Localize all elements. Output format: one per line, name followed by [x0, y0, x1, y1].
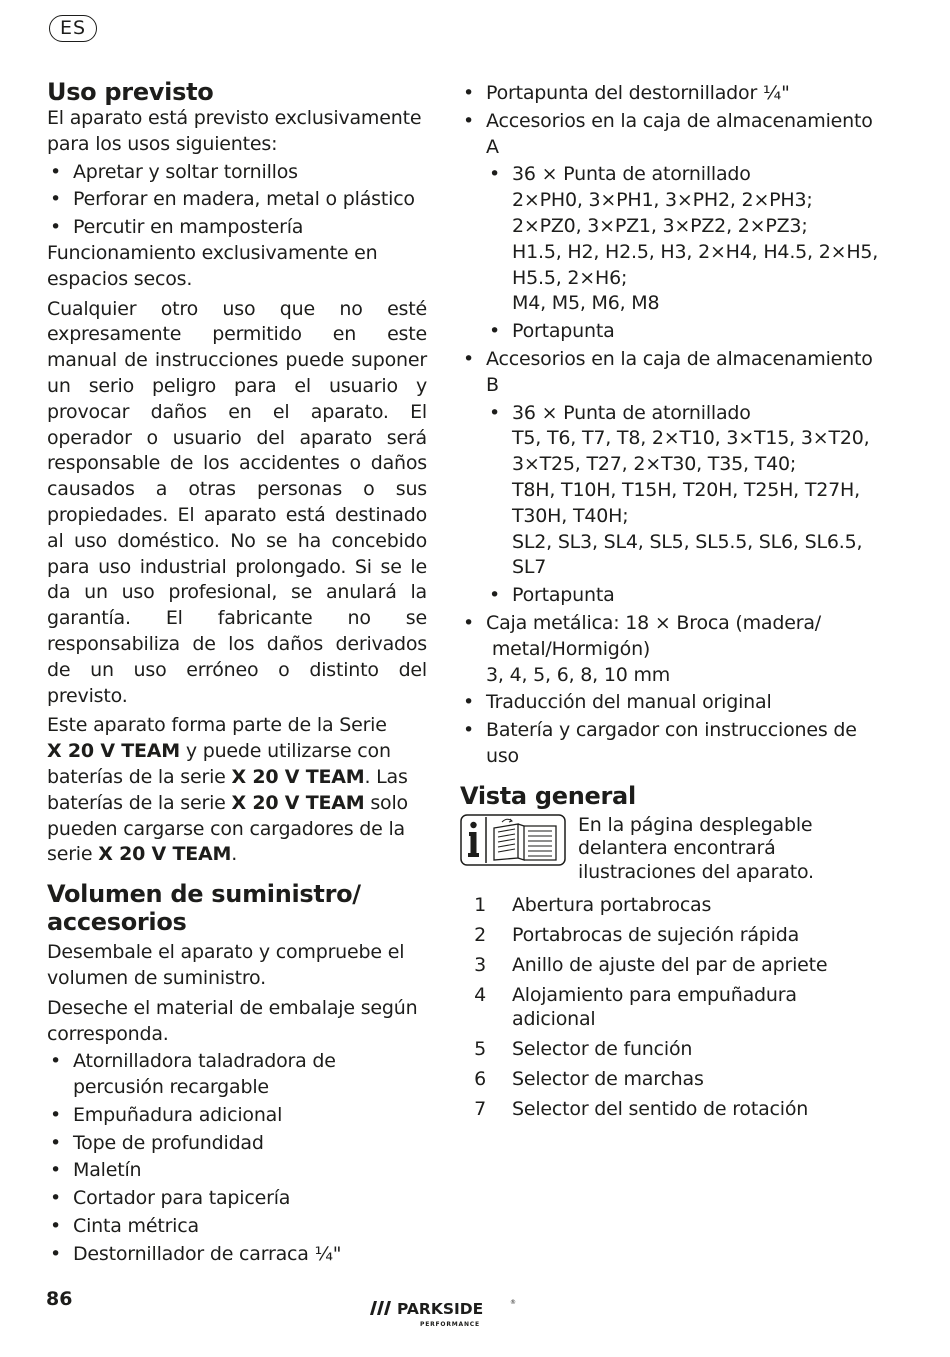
part-item: 1 Abertura portabrocas — [474, 894, 712, 917]
language-badge: ES — [49, 15, 97, 42]
uso-list — [47, 160, 427, 241]
vol-paragraph-dispose: Deseche el material de embalaje según corresponda. — [47, 996, 418, 1045]
bit-set-line: 2×PH0, 3×PH1, 3×PH2, 2×PH3; — [512, 189, 813, 212]
list-item: • Accesorios en la caja de almacenamiento A — [460, 109, 880, 161]
uso-paragraph-warning: Cualquier otro uso que no esté expresamente permitido en este manual de instrucciones puede suponer un serio peligro para el usuario y provocar daños en el aparato. El operador o usuario del aparato será responsable de los accidentes o daños causados a otras personas o sus propiedades. El aparato está destinado al uso doméstico. No se ha concebido para uso industrial prolongado. Si se le da un uso profesional, se anulará la garantía. El fabricante no se responsabiliza de los daños derivados de un uso erróneo o distinto del previsto. — [47, 297, 427, 707]
uso-intro: El aparato está previsto exclusivamente para los usos siguientes: — [47, 107, 422, 155]
bit-set-line: 2×PZ0, 3×PZ1, 3×PZ2, 2×PZ3; — [512, 214, 808, 237]
part-item: 2 Portabrocas de sujeción rápida — [474, 924, 800, 947]
info-note — [460, 814, 880, 885]
list-item: • Accesorios en la caja de almacenamiento B — [460, 347, 880, 399]
list-item: • Empuñadura adicional — [47, 1103, 427, 1129]
list-item: • Caja metálica: 18 × Broca (madera/ metal/Hormigón) — [460, 611, 880, 663]
brand-name: PARKSIDE — [397, 1300, 484, 1318]
list-item: • 36 × Punta de atornillado — [460, 401, 880, 427]
serie-name: X 20 V TEAM — [231, 765, 365, 788]
bit-set-line: H1.5, H2, H2.5, H3, 2×H4, H4.5, 2×H5, H5.5, 2×H6; — [512, 240, 879, 289]
drill-sizes: 3, 4, 5, 6, 8, 10 mm — [486, 663, 671, 686]
part-item: 4 Alojamiento para empuñadura adicional — [474, 984, 797, 1030]
list-item: • Apretar y soltar tornillos — [47, 160, 427, 186]
serie-name: X 20 V TEAM — [98, 843, 232, 866]
page-number: 86 — [46, 1288, 73, 1310]
list-item: • Percutir en mampostería — [47, 215, 427, 241]
part-item: 3 Anillo de ajuste del par de apriete — [474, 954, 828, 977]
list-item: • Cinta métrica — [47, 1214, 427, 1240]
vol-list — [47, 1049, 427, 1267]
bit-set-line: T5, T6, T7, T8, 2×T10, 3×T15, 3×T20, 3×T25, T27, 2×T30, T35, T40; — [512, 427, 870, 476]
parts-list — [460, 894, 880, 1121]
parkside-logo — [367, 1293, 517, 1329]
serie-name: X 20 V TEAM — [47, 740, 180, 763]
list-item: • Portapunta — [460, 583, 880, 609]
registered-mark: ® — [510, 1299, 516, 1306]
part-item: 6 Selector de marchas — [474, 1067, 704, 1090]
list-item: • Portapunta — [460, 319, 880, 345]
right-column — [460, 79, 880, 1128]
bit-set-line: T8H, T10H, T15H, T20H, T25H, T27H, T30H, T40H; — [512, 478, 860, 527]
list-item: • 36 × Punta de atornillado — [460, 162, 880, 188]
list-item: • Traducción del manual original — [460, 690, 880, 716]
left-column — [47, 78, 427, 1268]
list-item: • Maletín — [47, 1158, 427, 1184]
bit-set-line: M4, M5, M6, M8 — [512, 292, 660, 315]
serie-paragraph: Este aparato forma parte de la Serie X 20 V TEAM y puede utilizarse con baterías de la serie X 20 V TEAM. Las baterías de la serie X 20 V TEAM solo pueden cargarse con cargadores de la serie X 20 V TEAM. — [47, 714, 408, 866]
section-title-vista-general: Vista general — [460, 781, 636, 810]
list-item: • Destornillador de carraca ¼" — [47, 1242, 427, 1268]
fold-out-page-icon — [460, 814, 566, 866]
serie-name: X 20 V TEAM — [231, 791, 365, 814]
uso-paragraph-dry: Funcionamiento exclusivamente en espacios secos. — [47, 241, 378, 290]
bit-set-line: SL2, SL3, SL4, SL5, SL5.5, SL6, SL6.5, SL7 — [512, 530, 863, 579]
list-item: • Tope de profundidad — [47, 1131, 427, 1157]
vol-paragraph-unpack: Desembale el aparato y compruebe el volumen de suministro. — [47, 941, 405, 989]
list-item: • Cortador para tapicería — [47, 1186, 427, 1212]
accessories-list — [460, 81, 880, 770]
info-text: En la página desplegable delantera encontrará ilustraciones del aparato. — [578, 813, 814, 883]
list-item: • Portapunta del destornillador ¼" — [460, 81, 880, 107]
list-item: • Atornilladora taladradora de percusión recargable — [47, 1049, 427, 1101]
brand-subtitle: PERFORMANCE — [420, 1321, 480, 1328]
list-item: • Perforar en madera, metal o plástico — [47, 187, 427, 213]
section-title-uso-previsto: Uso previsto — [47, 78, 214, 106]
part-item: 7 Selector del sentido de rotación — [474, 1097, 809, 1120]
part-item: 5 Selector de función — [474, 1037, 693, 1060]
list-item: • Batería y cargador con instrucciones de uso — [460, 718, 880, 770]
section-title-volumen: Volumen de suministro/ accesorios — [47, 880, 361, 937]
